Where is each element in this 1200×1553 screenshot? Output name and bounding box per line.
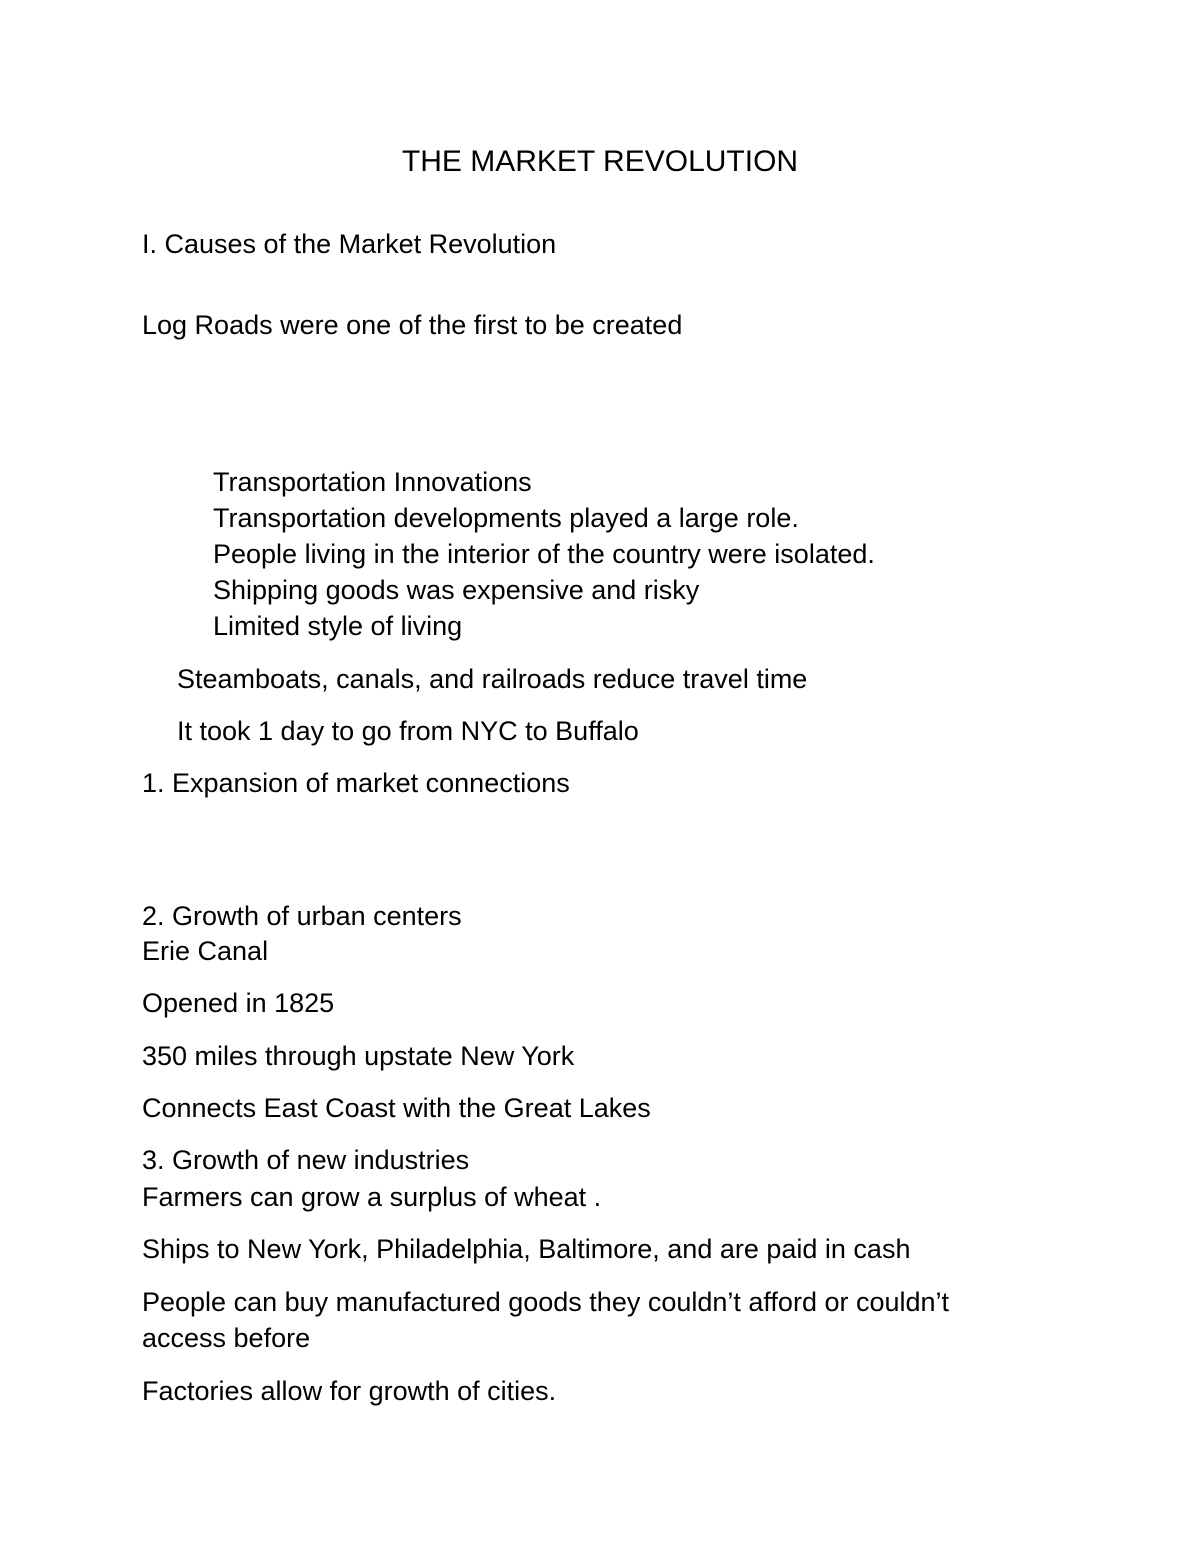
- indented-point: Transportation developments played a large role.: [213, 503, 799, 533]
- indented-point: Shipping goods was expensive and risky: [213, 575, 700, 605]
- numbered-item-2: 2. Growth of urban centers: [142, 901, 462, 931]
- industry-point: Ships to New York, Philadelphia, Baltimore, and are paid in cash: [142, 1234, 911, 1264]
- industry-point: People can buy manufactured goods they couldn’t afford or couldn’t: [142, 1287, 950, 1317]
- page-title: THE MARKET REVOLUTION: [401, 145, 799, 178]
- numbered-item-3: 3. Growth of new industries: [142, 1145, 470, 1175]
- industry-point-continued: access before: [142, 1323, 311, 1353]
- erie-canal-point: Connects East Coast with the Great Lakes: [142, 1093, 651, 1123]
- erie-canal-heading: Erie Canal: [142, 936, 269, 966]
- industry-point: Factories allow for growth of cities.: [142, 1376, 557, 1406]
- section-heading: I. Causes of the Market Revolution: [142, 229, 557, 259]
- numbered-item-1: 1. Expansion of market connections: [142, 768, 570, 798]
- travel-point: It took 1 day to go from NYC to Buffalo: [177, 716, 639, 746]
- indented-point: Transportation Innovations: [213, 467, 532, 497]
- industry-point: Farmers can grow a surplus of wheat .: [142, 1182, 602, 1212]
- intro-line: Log Roads were one of the first to be created: [142, 310, 683, 340]
- indented-point: People living in the interior of the country were isolated.: [213, 539, 875, 569]
- erie-canal-point: 350 miles through upstate New York: [142, 1041, 575, 1071]
- travel-point: Steamboats, canals, and railroads reduce travel time: [177, 664, 808, 694]
- indented-point: Limited style of living: [213, 611, 463, 641]
- erie-canal-point: Opened in 1825: [142, 988, 335, 1018]
